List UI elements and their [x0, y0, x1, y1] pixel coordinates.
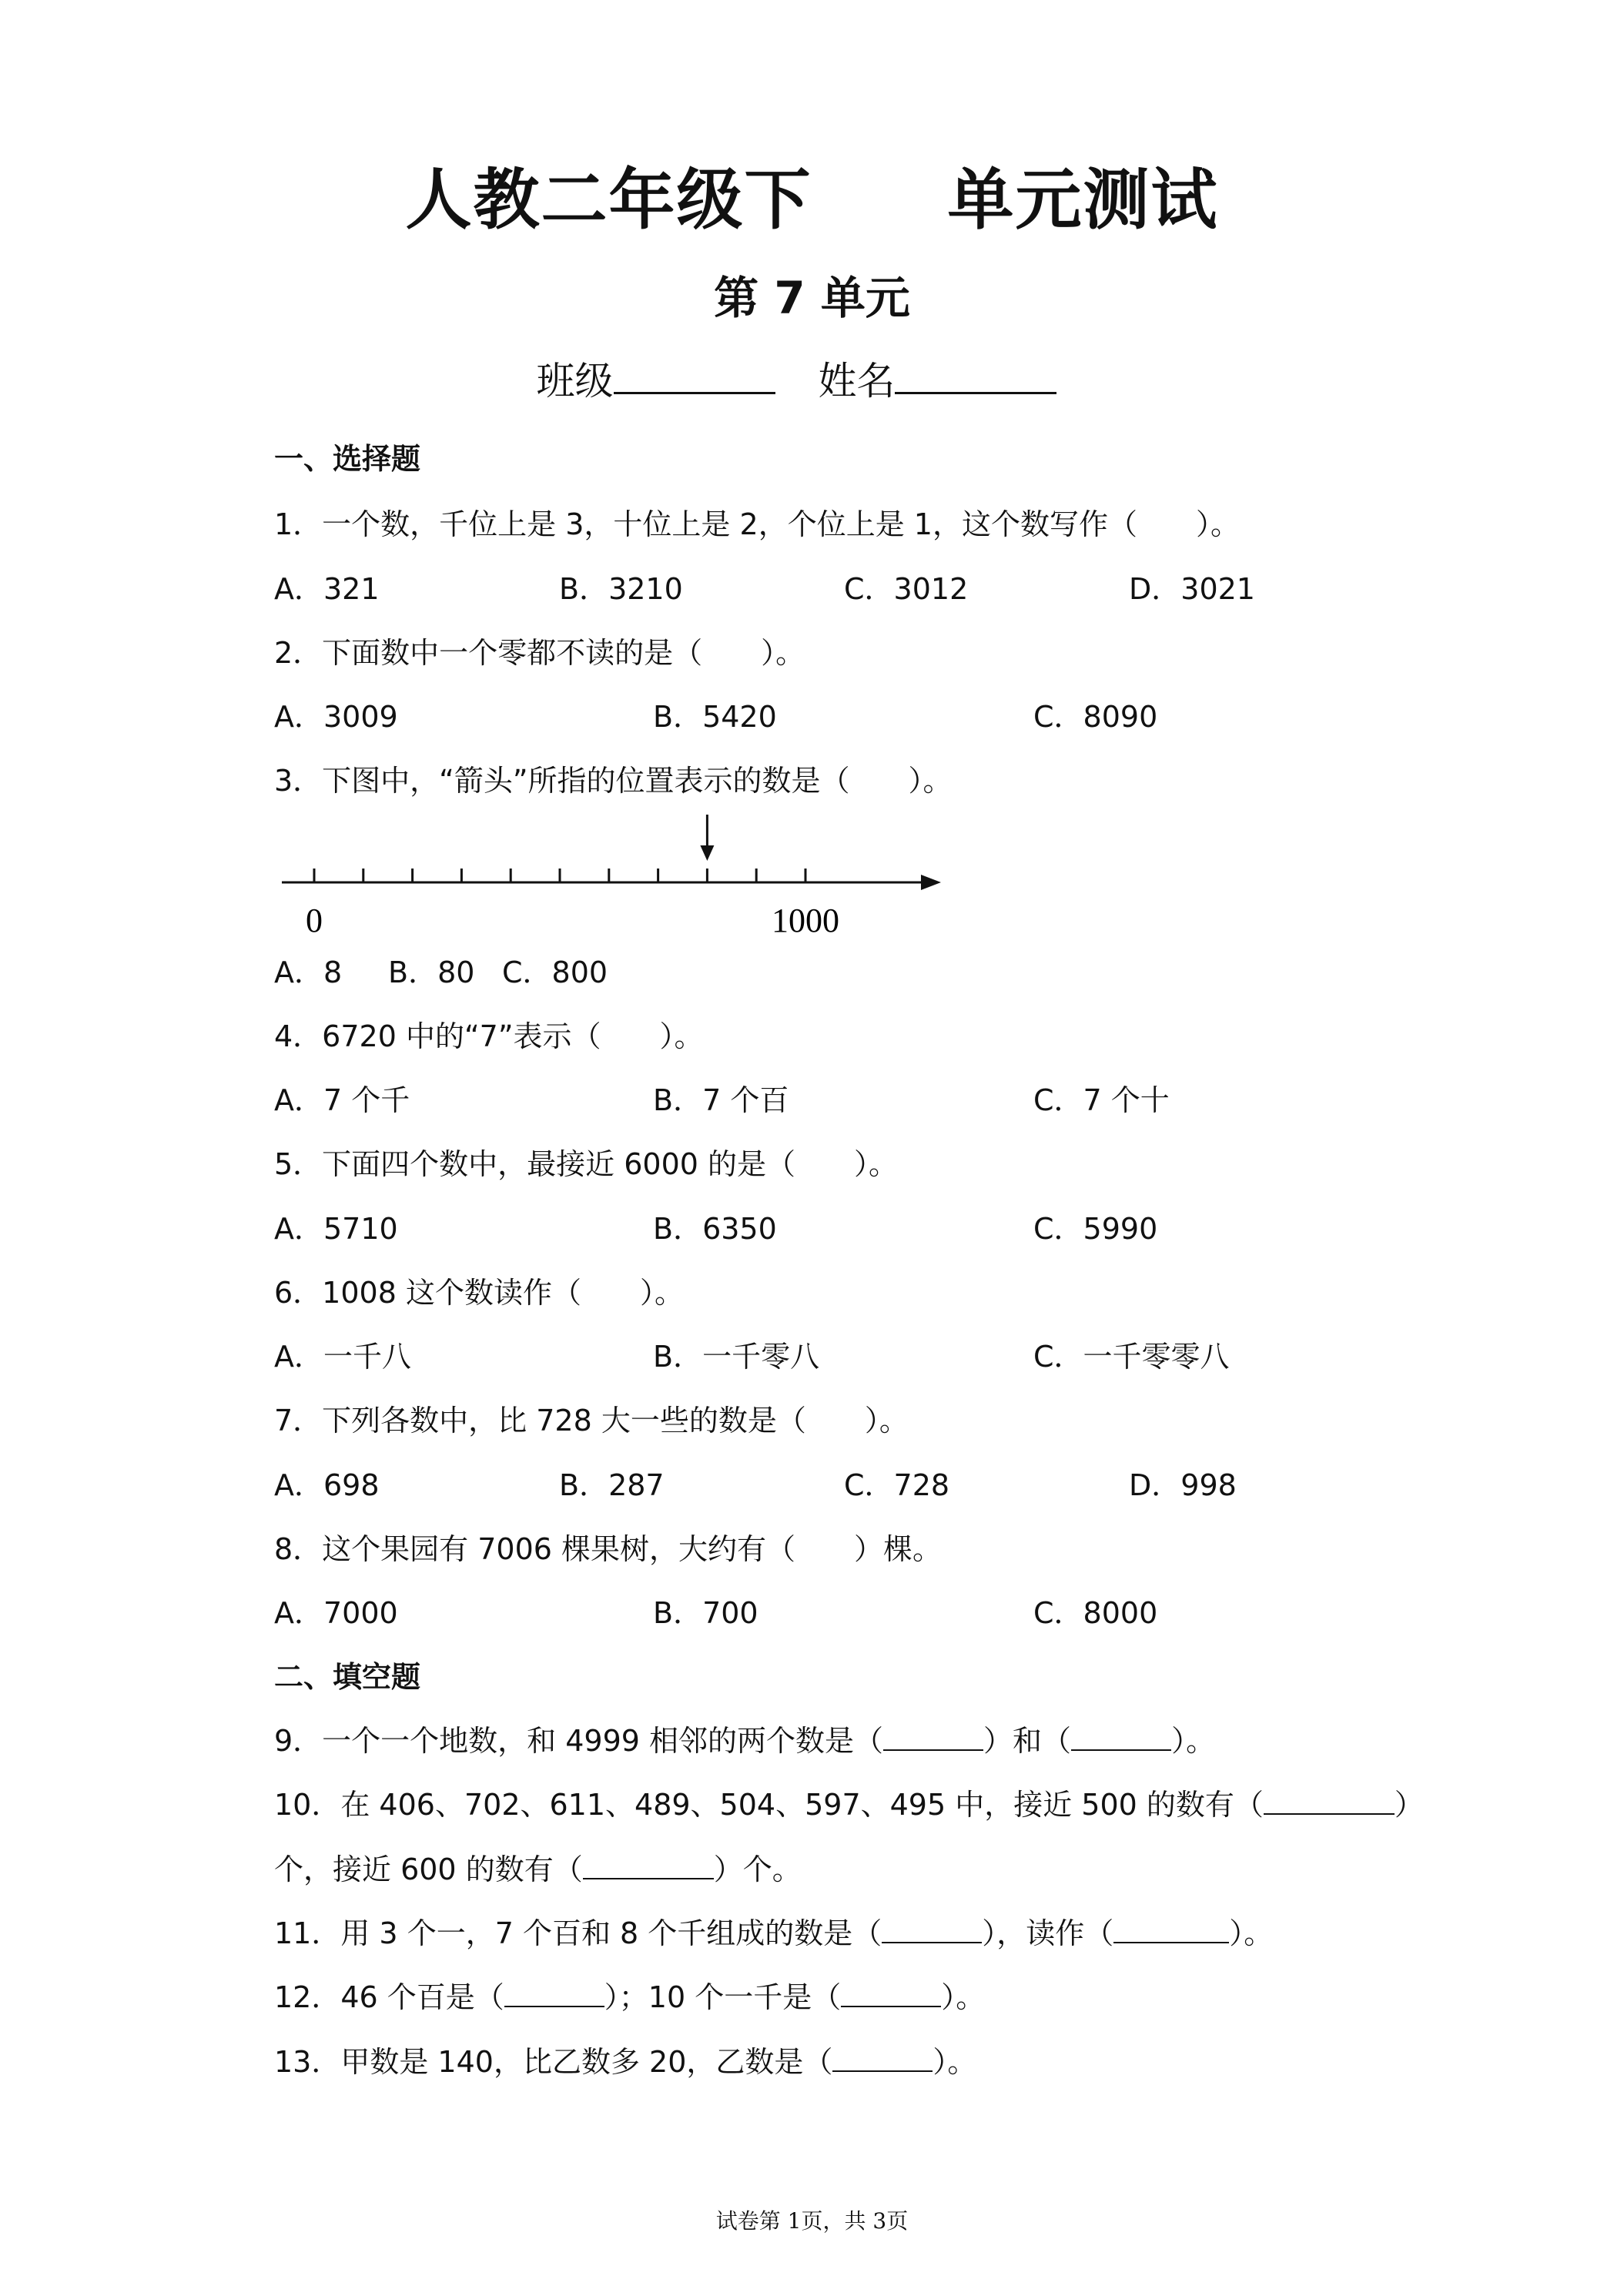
q12-blank-2[interactable] [841, 1980, 941, 2007]
q2-option-b: B．5420 [653, 700, 777, 734]
page-footer: 试卷第 1页，共 3页 [715, 2208, 909, 2234]
student-info [0, 350, 1624, 406]
question-2: 2．下面数中一个零都不读的是（ ）。 [274, 636, 805, 670]
q8-option-a: A．7000 [274, 1596, 398, 1630]
q8-option-b: B．700 [653, 1596, 758, 1630]
q4-option-a: A．7 个千 [274, 1083, 410, 1117]
question-6: 6．1008 这个数读作（ ）。 [274, 1276, 684, 1310]
q10-text-d: ）个。 [713, 1853, 802, 1886]
number-line-start-label: 0 [306, 902, 323, 939]
q13-text-a: 13．甲数是 140，比乙数多 20，乙数是（ [274, 2045, 833, 2079]
q7-option-a: A．698 [274, 1468, 380, 1502]
q9-blank-1[interactable] [883, 1723, 983, 1751]
section-title-choice: 一、选择题 [274, 442, 421, 476]
q11-blank-1[interactable] [882, 1916, 982, 1943]
q4-option-b: B．7 个百 [653, 1083, 789, 1117]
q12-text-b: ）；10 个一千是（ [604, 1980, 842, 2014]
q1-option-d: D．3021 [1129, 572, 1255, 606]
question-4: 4．6720 中的“7”表示（ ）。 [274, 1019, 704, 1053]
question-7: 7．下列各数中，比 728 大一些的数是（ ）。 [274, 1404, 909, 1438]
q11-blank-2[interactable] [1113, 1916, 1229, 1943]
q8-option-c: C．8000 [1033, 1596, 1158, 1630]
q7-option-b: B．287 [559, 1468, 665, 1502]
q6-option-c: C．一千零零八 [1033, 1340, 1230, 1374]
q11-text-c: ）。 [1229, 1916, 1274, 1950]
q13-blank-1[interactable] [832, 2044, 933, 2072]
q7-option-d: D．998 [1129, 1468, 1237, 1502]
q1-option-c: C．3012 [844, 572, 969, 606]
q2-option-c: C．8090 [1033, 700, 1158, 734]
q5-option-c: C．5990 [1033, 1212, 1158, 1246]
q12-text-a: 12．46 个百是（ [274, 1980, 504, 2014]
q1-option-b: B．3210 [559, 572, 683, 606]
q9-text-a: 9．一个一个地数，和 4999 相邻的两个数是（ [274, 1724, 884, 1758]
q10-text-b: ） [1394, 1788, 1424, 1822]
down-arrow-icon [700, 815, 714, 861]
question-10-line-2 [274, 1846, 802, 1888]
q12-text-c: ）。 [941, 1980, 986, 2014]
q9-text-b: ）和（ [983, 1724, 1072, 1758]
q3-option-a: A．8 [274, 956, 343, 989]
number-line-ticks [314, 869, 805, 882]
q3-option-c: C．800 [502, 956, 608, 989]
q6-option-b: B．一千零八 [653, 1340, 820, 1374]
q12-blank-1[interactable] [504, 1980, 604, 2007]
q5-option-a: A．5710 [274, 1212, 398, 1246]
q9-blank-2[interactable] [1071, 1723, 1171, 1751]
class-blank[interactable] [614, 361, 775, 394]
q4-option-c: C．7 个十 [1033, 1083, 1170, 1117]
q7-option-c: C．728 [844, 1468, 950, 1502]
unit-subtitle: 第 7 单元 [714, 272, 910, 324]
q10-blank-1[interactable] [1264, 1787, 1395, 1815]
question-11 [274, 1909, 1273, 1952]
q1-option-a: A．321 [274, 572, 380, 606]
question-12 [274, 1973, 985, 2016]
question-13 [274, 2038, 976, 2080]
q3-option-b: B．80 [388, 956, 475, 989]
name-label: 姓名 [818, 359, 896, 403]
question-8: 8．这个果园有 7006 棵果树，大约有（ ）棵。 [274, 1532, 943, 1566]
q10-text-a: 10．在 406、702、611、489、504、597、495 中，接近 500 的数有（ [274, 1788, 1264, 1822]
number-line-figure [274, 801, 967, 947]
question-3: 3．下图中，“箭头”所指的位置表示的数是（ ）。 [274, 764, 953, 798]
name-blank[interactable] [895, 361, 1056, 394]
q10-text-c: 个，接近 600 的数有（ [274, 1853, 583, 1886]
q11-text-b: ），读作（ [982, 1916, 1114, 1950]
class-label: 班级 [536, 359, 614, 403]
q10-blank-2[interactable] [583, 1852, 714, 1879]
q9-text-c: ）。 [1171, 1724, 1216, 1758]
page-title: 人教二年级下 单元测试 [405, 162, 1219, 239]
q13-text-b: ）。 [933, 2045, 977, 2079]
question-9 [274, 1717, 1215, 1759]
number-line-arrowhead [921, 875, 941, 890]
q5-option-b: B．6350 [653, 1212, 777, 1246]
question-10-line-1 [274, 1781, 1424, 1823]
q2-option-a: A．3009 [274, 700, 398, 734]
question-1: 1．一个数，千位上是 3，十位上是 2，个位上是 1，这个数写作（ ）。 [274, 507, 1240, 541]
q6-option-a: A．一千八 [274, 1340, 411, 1374]
number-line-end-label: 1000 [772, 902, 839, 939]
q11-text-a: 11．用 3 个一，7 个百和 8 个千组成的数是（ [274, 1916, 882, 1950]
section-title-fill: 二、填空题 [274, 1660, 421, 1694]
question-5: 5．下面四个数中，最接近 6000 的是（ ）。 [274, 1147, 899, 1181]
